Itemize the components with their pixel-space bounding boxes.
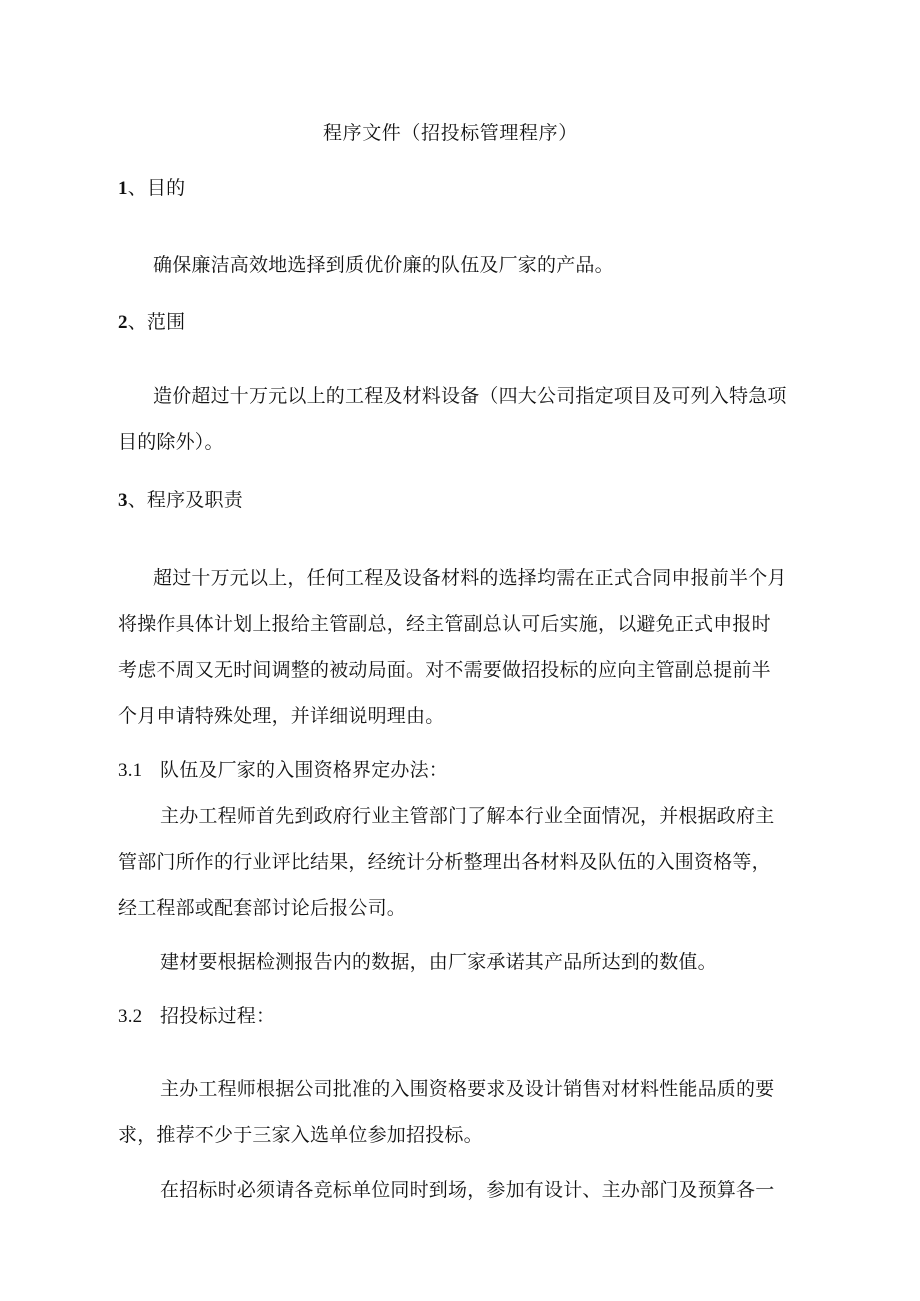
paragraph-line: 求，推荐不少于三家入选单位参加招投标。 — [118, 1124, 483, 1146]
paragraph-line: 确保廉洁高效地选择到质优价廉的队伍及厂家的产品。 — [153, 254, 614, 276]
paragraph-line: 在招标时必须请各竞标单位同时到场，参加有设计、主办部门及预算各一 — [160, 1179, 775, 1201]
subsection-heading-text: 招投标过程： — [160, 1005, 276, 1027]
paragraph-line: 主办工程师首先到政府行业主管部门了解本行业全面情况，并根据政府主 — [160, 805, 775, 827]
paragraph-line: 个月申请特殊处理，并详细说明理由。 — [118, 705, 445, 727]
subsection-number: 3.2 — [118, 1006, 143, 1027]
paragraph-line: 目的除外）。 — [118, 431, 224, 453]
paragraph-line: 建材要根据检测报告内的数据，由厂家承诺其产品所达到的数值。 — [160, 951, 717, 973]
subsection-heading-text: 队伍及厂家的入围资格界定办法： — [160, 759, 449, 781]
section-heading-1 — [118, 176, 185, 201]
paragraph-line: 经工程部或配套部讨论后报公司。 — [118, 897, 407, 919]
paragraph-line: 造价超过十万元以上的工程及材料设备（四大公司指定项目及可列入特急项 — [153, 385, 787, 407]
document-title: 程序文件（招投标管理程序） — [323, 122, 578, 144]
section-heading-text: 、范围 — [127, 311, 186, 333]
paragraph-line: 超过十万元以上，任何工程及设备材料的选择均需在正式合同申报前半个月 — [153, 567, 787, 589]
subsection-heading-3-2 — [118, 1004, 275, 1029]
section-number: 1 — [118, 178, 128, 199]
section-heading-text: 、目的 — [127, 177, 186, 199]
section-number: 2 — [118, 312, 128, 333]
subsection-heading-3-1 — [118, 758, 448, 783]
paragraph-line: 将操作具体计划上报给主管副总，经主管副总认可后实施，以避免正式申报时 — [118, 613, 771, 635]
section-heading-text: 、程序及职责 — [127, 489, 243, 511]
section-number: 3 — [118, 490, 128, 511]
section-heading-2 — [118, 310, 185, 335]
subsection-number: 3.1 — [118, 760, 143, 781]
paragraph-line: 考虑不周又无时间调整的被动局面。对不需要做招投标的应向主管副总提前半 — [118, 659, 771, 681]
paragraph-line: 管部门所作的行业评比结果，经统计分析整理出各材料及队伍的入围资格等， — [118, 851, 771, 873]
paragraph-line: 主办工程师根据公司批准的入围资格要求及设计销售对材料性能品质的要 — [160, 1078, 775, 1100]
section-heading-3 — [118, 488, 243, 513]
